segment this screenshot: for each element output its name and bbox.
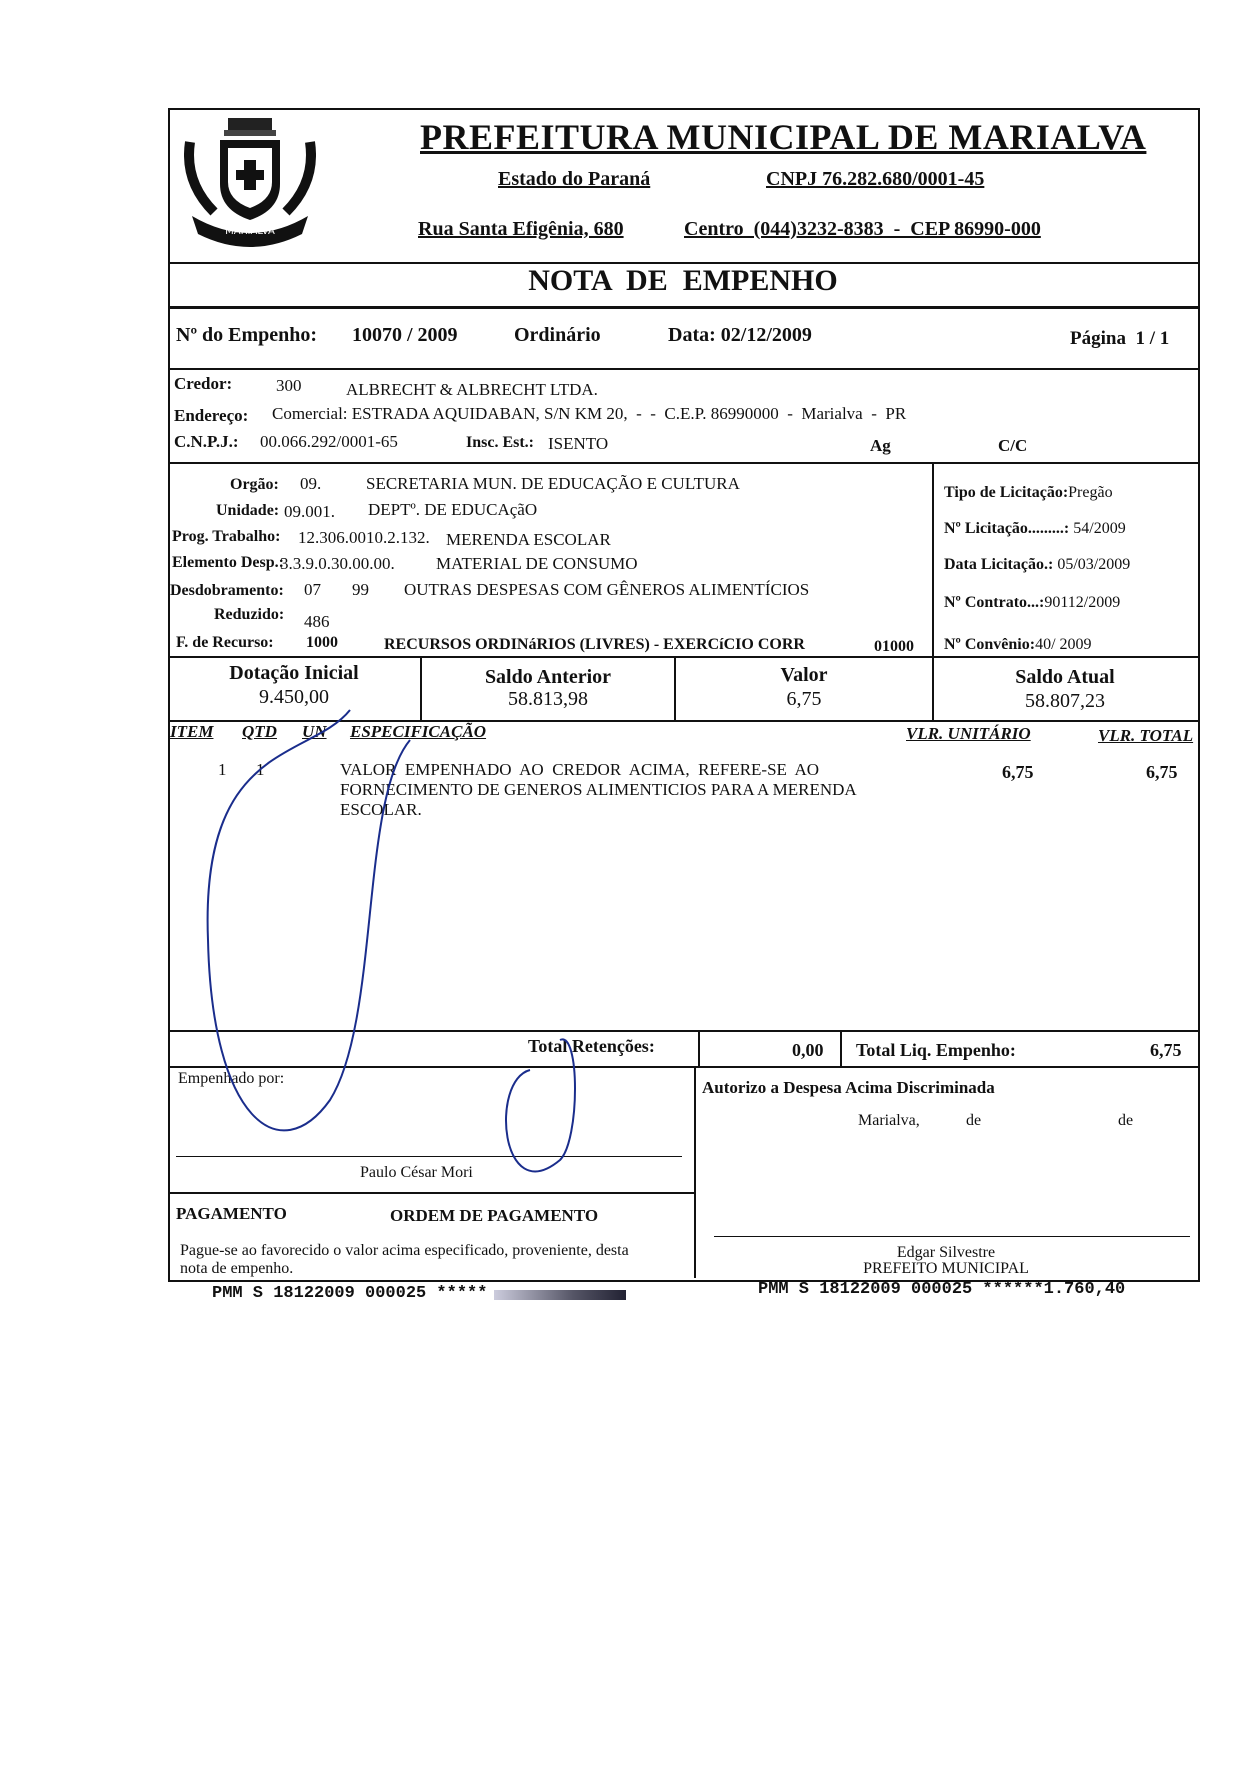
col-especificacao: ESPECIFICAÇÃO [350, 722, 487, 741]
numero-contrato [944, 594, 1120, 612]
data-licitacao-label: Data Licitação.: [944, 556, 1054, 573]
municipality-address: Rua Santa Efigênia, 680 [418, 218, 624, 240]
elemento-label: Elemento Desp.: [172, 554, 284, 571]
state-name: Estado do Paraná [498, 168, 651, 190]
tipo-licitacao-label-text: Tipo de Licitação: [944, 484, 1069, 501]
desdobramento-label: Desdobramento: [170, 582, 284, 599]
data-licitacao [944, 556, 1130, 574]
prog-name: MERENDA ESCOLAR [446, 530, 611, 549]
empenho-number-label: Nº do Empenho: [176, 324, 318, 346]
pagamento-heading: PAGAMENTO [176, 1204, 287, 1223]
elemento-name: MATERIAL DE CONSUMO [436, 554, 638, 573]
autorizo-de-2: de [1118, 1112, 1134, 1129]
municipality-cnpj: CNPJ 76.282.680/0001-45 [766, 168, 985, 190]
recurso-name: RECURSOS ORDINáRIOS (LIVRES) - EXERCíCIO CORR [384, 636, 805, 653]
saldo-atual-label: Saldo Atual [1015, 666, 1115, 688]
row-total-value: 6,75 [1146, 762, 1178, 782]
row-desc-2: FORNECIMENTO DE GENEROS ALIMENTICIOS PARA A MERENDA [340, 780, 857, 799]
crest-label: MARIALVA [225, 226, 275, 237]
stamp-smudge [494, 1290, 626, 1300]
cnpj-label: C.N.P.J.: [174, 432, 239, 451]
conta-corrente-label: C/C [998, 436, 1028, 455]
recurso-number: 01000 [874, 638, 914, 655]
valor-value: 6,75 [786, 688, 822, 710]
total-liquido-value: 6,75 [1150, 1040, 1182, 1060]
page-number: Página 1 / 1 [1070, 328, 1170, 349]
empenhado-por-label: Empenhado por: [178, 1070, 285, 1087]
col-item: ITEM [170, 722, 214, 741]
recurso-label: F. de Recurso: [176, 634, 274, 651]
row-item: 1 [218, 760, 227, 779]
autorizo-city: Marialva, [858, 1112, 920, 1129]
numero-licitacao-value: 54/2009 [1073, 520, 1126, 537]
document-title: NOTA DE EMPENHO [528, 264, 838, 297]
reduzido-label: Reduzido: [214, 606, 285, 623]
numero-convenio-value: 40/ 2009 [1035, 636, 1092, 653]
total-retencoes-label: Total Retenções: [528, 1036, 655, 1056]
numero-convenio-label: Nº Convênio: [944, 636, 1036, 653]
empenho-number: 10070 / 2009 [352, 324, 458, 346]
unidade-label: Unidade: [216, 502, 280, 519]
signature-scribble [160, 700, 720, 1280]
orgao-name: SECRETARIA MUN. DE EDUCAÇÃO E CULTURA [366, 474, 740, 493]
tipo-licitacao-value: Pregão [1068, 484, 1113, 501]
numero-convenio [944, 636, 1092, 654]
desdobramento-a: 07 [304, 580, 321, 599]
prog-code: 12.306.0010.2.132. [298, 528, 430, 547]
stamp-left: PMM S 18122009 000025 ***** [212, 1284, 488, 1303]
col-qtd: QTD [242, 722, 277, 741]
numero-contrato-value: 90112/2009 [1044, 594, 1121, 611]
credor-name: ALBRECHT & ALBRECHT LTDA. [346, 380, 598, 399]
saldo-anterior-label: Saldo Anterior [484, 666, 612, 688]
credor-address: Comercial: ESTRADA AQUIDABAN, S/N KM 20, - - C.E.P. 86990000 - Marialva - PR [272, 404, 907, 423]
municipality-title: PREFEITURA MUNICIPAL DE MARIALVA [420, 117, 1147, 157]
valor-label: Valor [780, 664, 828, 686]
empenho-date: Data: 02/12/2009 [668, 324, 812, 346]
unidade-name: DEPTº. DE EDUCAçãO [368, 500, 538, 519]
prog-label: Prog. Trabalho: [172, 528, 281, 545]
row-unit-value: 6,75 [1002, 762, 1034, 782]
data-licitacao-value: 05/03/2009 [1057, 556, 1131, 573]
crest-icon [184, 112, 316, 258]
numero-licitacao-label: Nº Licitação.........: [944, 520, 1070, 537]
row-qtd: 1 [256, 760, 265, 779]
orgao-code: 09. [300, 474, 322, 493]
col-valor-unitario: VLR. UNITÁRIO [906, 724, 1031, 743]
unidade-code: 09.001. [284, 502, 335, 521]
col-un: UN [302, 722, 327, 741]
autorizo-de-1: de [966, 1112, 982, 1129]
insc-value: ISENTO [548, 434, 609, 453]
prefeito-title: PREFEITO MUNICIPAL [863, 1260, 1029, 1277]
saldo-atual-value: 58.807,23 [1025, 690, 1105, 712]
reduzido-value: 486 [304, 612, 330, 631]
numero-licitacao [944, 520, 1126, 538]
dotacao-inicial-label: Dotação Inicial [229, 662, 359, 684]
row-desc-1: VALOR EMPENHADO AO CREDOR ACIMA, REFERE-SE AO [340, 760, 820, 779]
stamp-right: PMM S 18122009 000025 ******1.760,40 [758, 1280, 1126, 1299]
total-liquido-label: Total Liq. Empenho: [856, 1040, 1016, 1060]
recurso-code: 1000 [306, 634, 338, 651]
desdobramento-name: OUTRAS DESPESAS COM GÊNEROS ALIMENTÍCIOS [404, 580, 810, 599]
saldo-anterior-value: 58.813,98 [508, 688, 588, 710]
credor-cnpj: 00.066.292/0001-65 [260, 432, 398, 451]
pague-text-2: nota de empenho. [180, 1260, 294, 1277]
agencia-label: Ag [870, 436, 891, 455]
municipality-contact: Centro (044)3232-8383 - CEP 86990-000 [684, 218, 1041, 240]
credor-code: 300 [276, 376, 302, 395]
orgao-label: Orgão: [230, 476, 279, 493]
autorizo-heading: Autorizo a Despesa Acima Discriminada [702, 1078, 995, 1097]
pague-text-1: Pague-se ao favorecido o valor acima especificado, proveniente, desta [180, 1242, 629, 1259]
numero-contrato-label: Nº Contrato...: [944, 594, 1045, 611]
prefeito-name: Edgar Silvestre [896, 1244, 996, 1261]
row-desc-3: ESCOLAR. [340, 800, 422, 819]
credor-label: Credor: [174, 374, 233, 393]
elemento-code: 3.3.9.0.30.00.00. [280, 554, 395, 573]
empenho-type: Ordinário [514, 324, 601, 346]
total-retencoes-value: 0,00 [792, 1040, 824, 1060]
empenhado-por-name: Paulo César Mori [360, 1164, 473, 1181]
desdobramento-b: 99 [352, 580, 369, 599]
insc-label: Insc. Est.: [466, 434, 535, 451]
col-valor-total: VLR. TOTAL [1098, 726, 1194, 745]
ordem-pagamento-heading: ORDEM DE PAGAMENTO [390, 1206, 599, 1225]
dotacao-inicial-value: 9.450,00 [259, 686, 329, 708]
address-label: Endereço: [174, 406, 249, 425]
municipal-crest [184, 112, 316, 258]
tipo-licitacao-label [944, 484, 1113, 502]
